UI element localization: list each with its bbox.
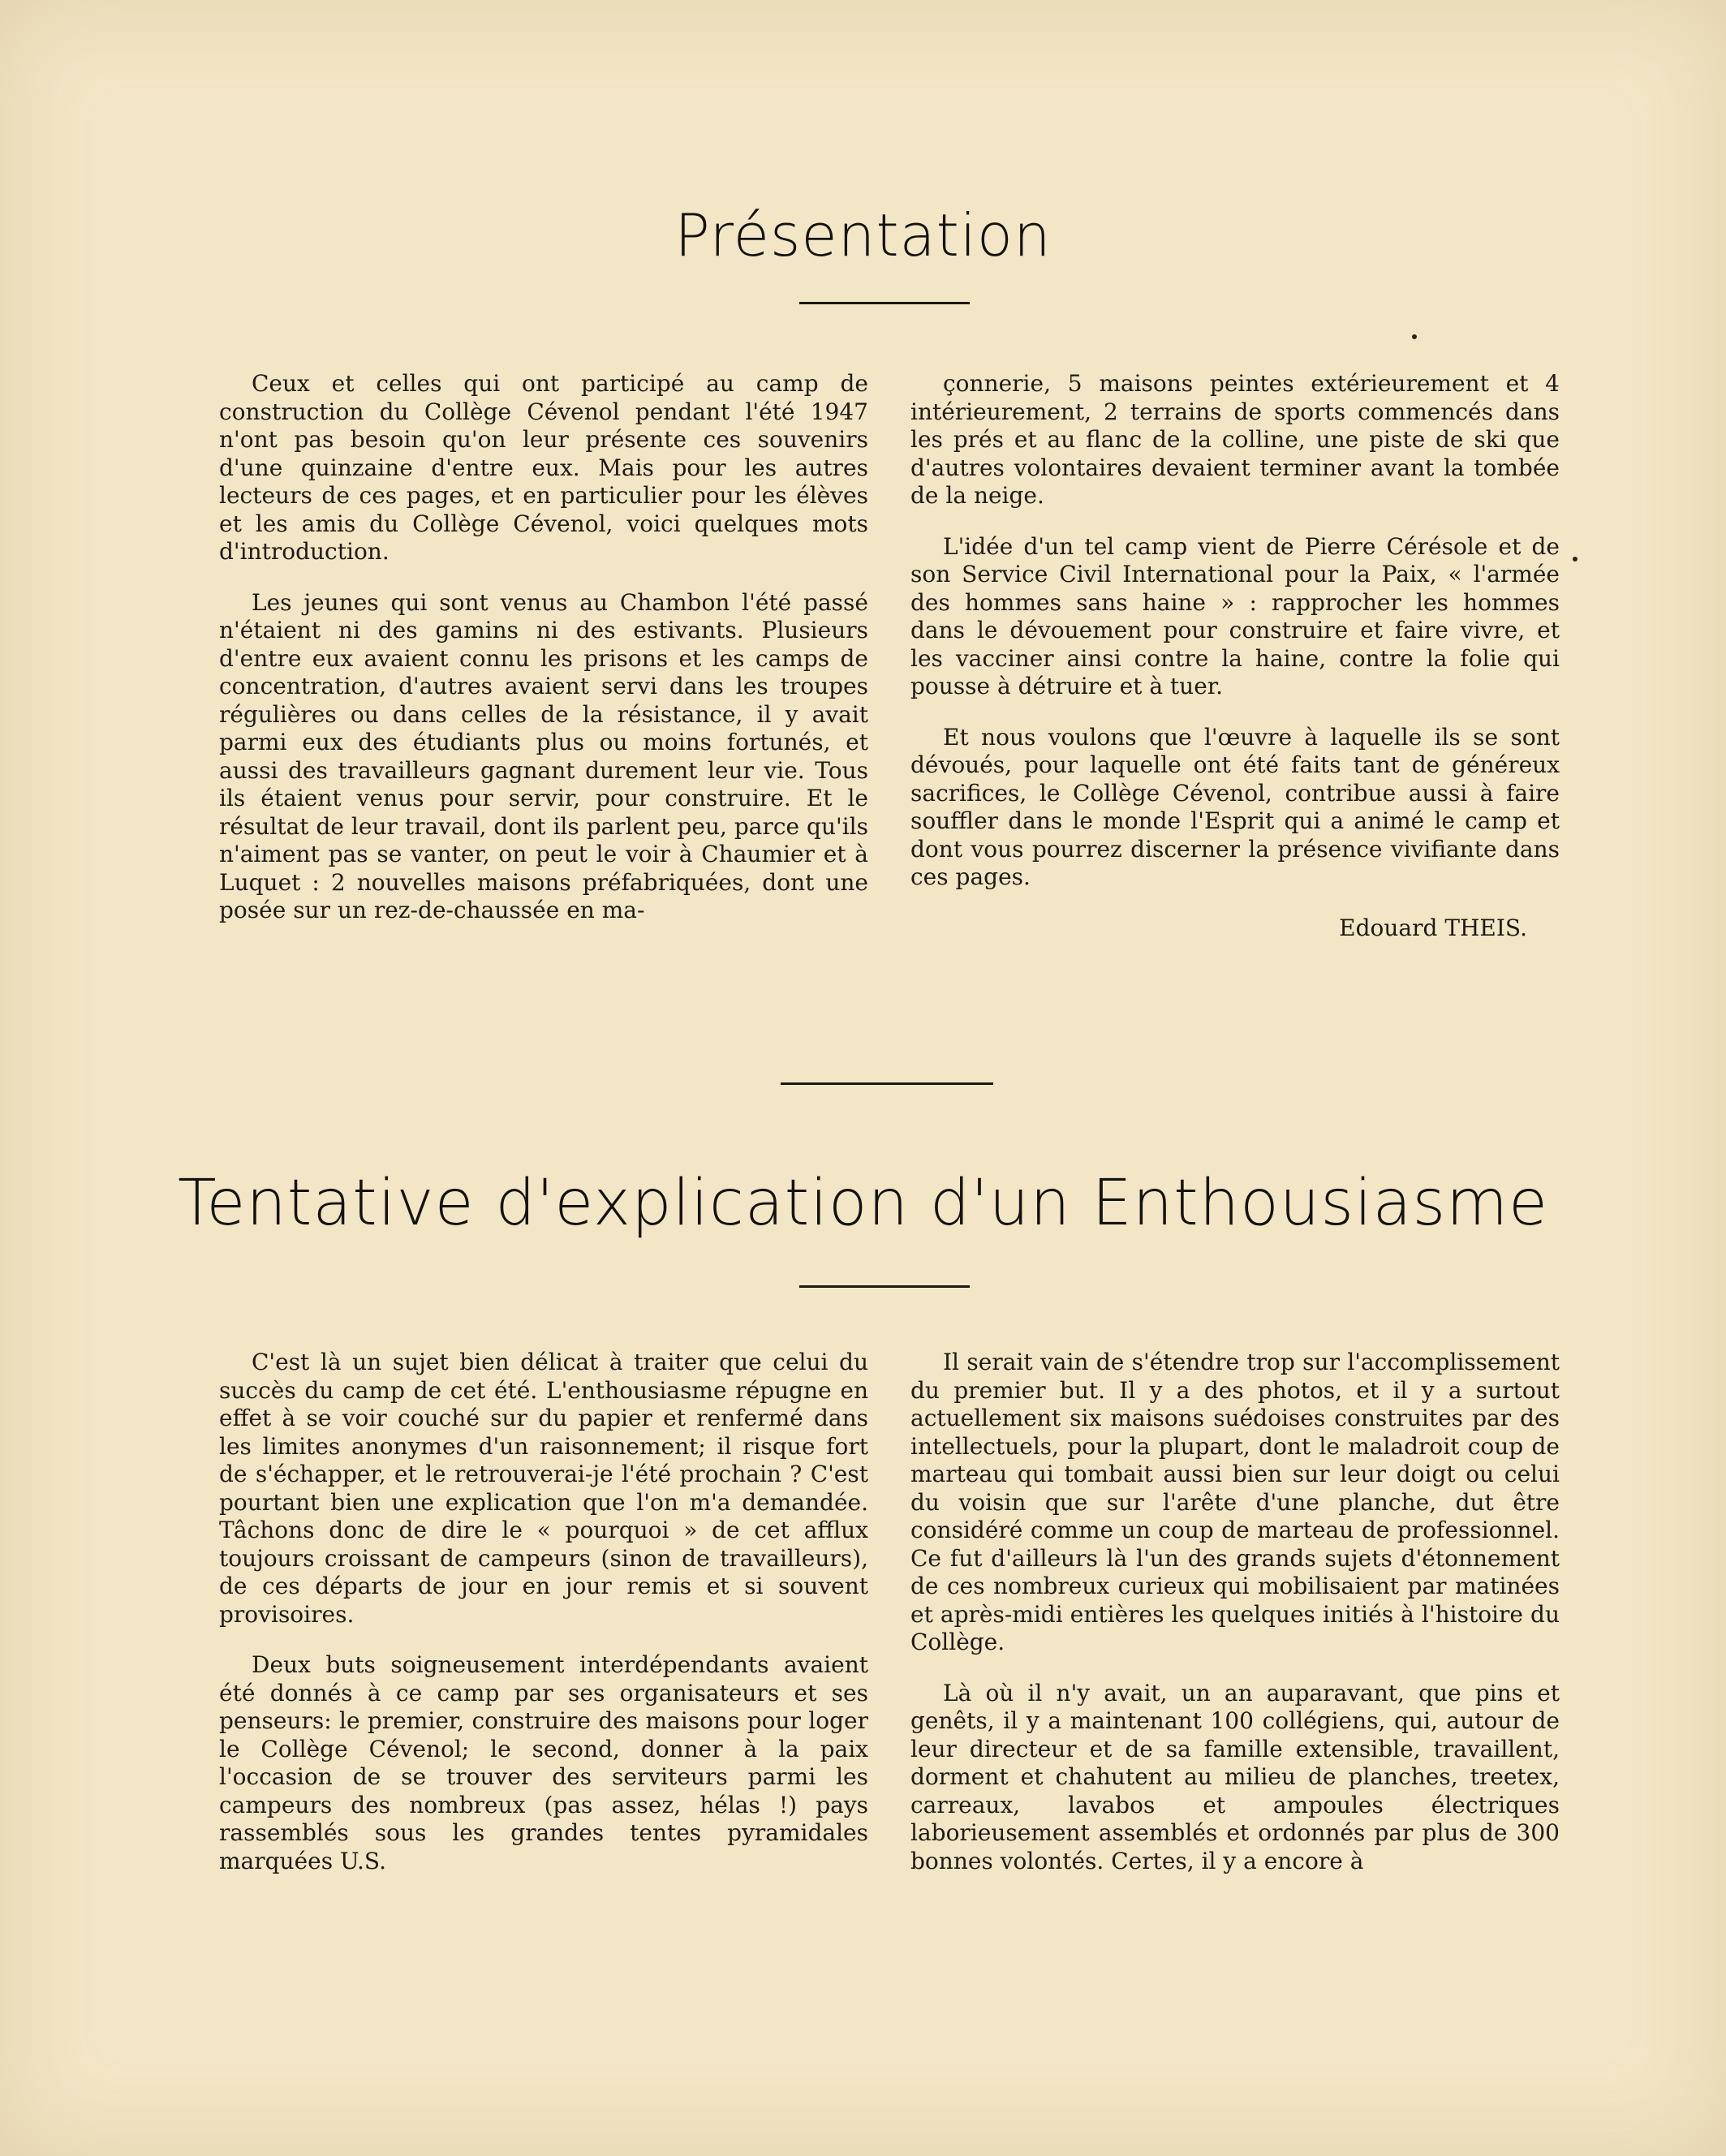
article-left-column	[219, 1349, 868, 1875]
article-title: Tentative d'explication d'un Enthousiasme	[177, 1167, 1549, 1240]
paragraph: Les jeunes qui sont venus au Chambon l'été passé n'étaient ni des gamins ni des estivants. Plusieurs d'entre eux avaient connu les prisons et les camps de concentration, d'autres avaient servi dans les troupes régulières ou dans celles de la résistance, il y avait parmi eux des étudiants plus ou moins fortunés, et aussi des travailleurs gagnant durement leur vie. Tous ils étaient venus pour servir, pour construire. Et le résultat de leur travail, dont ils parlent peu, parce qu'ils n'aiment pas se vanter, on peut le voir à Chaumier et à Luquet : 2 nouvelles maisons préfabriquées, dont une posée sur un rez-de-chaussée en ma-	[219, 588, 868, 923]
ink-speck	[1573, 557, 1578, 562]
presentation-left-column	[219, 370, 868, 925]
paragraph: çonnerie, 5 maisons peintes extérieurement et 4 intérieurement, 2 terrains de sports commencés dans les prés et au flanc de la colline, une piste de ski que d'autres volontaires devaient terminer avant la tombée de la neige.	[910, 370, 1560, 509]
paragraph: C'est là un sujet bien délicat à traiter que celui du succès du camp de cet été. L'enthousiasme répugne en effet à se voir couché sur du papier et renfermé dans les limites anonymes d'un raisonnement; il risque fort de s'échapper, et le retrouverai-je l'été prochain ? C'est pourtant bien une explication que l'on m'a demandée. Tâchons donc de dire le « pourquoi » de cet afflux toujours croissant de campeurs (sinon de travailleurs), de ces départs de jour en jour remis et si souvent provisoires.	[219, 1349, 868, 1628]
presentation-title: Présentation	[674, 201, 1052, 269]
section-divider	[781, 1082, 993, 1085]
ink-speck	[1412, 334, 1417, 339]
paragraph: Il serait vain de s'étendre trop sur l'accomplissement du premier but. Il y a des photos, et il y a surtout actuellement six maisons suédoises construites par des intellectuels, pour la plupart, dont le maladroit coup de marteau qui tombait aussi bien sur leur doigt ou celui du voisin que sur l'arête d'une planche, dut être considéré comme un coup de marteau de professionnel. Ce fut d'ailleurs là l'un des grands sujets d'étonnement de ces nombreux curieux qui mobilisaient par matinées et après-midi entières les quelques initiés à l'histoire du Collège.	[910, 1349, 1560, 1655]
paragraph: Et nous voulons que l'œuvre à laquelle ils se sont dévoués, pour laquelle ont été faits tant de généreux sacrifices, le Collège Cévenol, contribue aussi à faire souffler dans le monde l'Esprit qui a animé le camp et dont vous pourrez discerner la présence vivifiante dans ces pages.	[910, 723, 1560, 890]
title-underline	[799, 1285, 970, 1288]
paragraph: Ceux et celles qui ont participé au camp de construction du Collège Cévenol pendant l'été 1947 n'ont pas besoin qu'on leur présente ces souvenirs d'une quinzaine d'entre eux. Mais pour les autres lecteurs de ces pages, et en particulier pour les élèves et les amis du Collège Cévenol, voici quelques mots d'introduction.	[219, 370, 868, 565]
paragraph: L'idée d'un tel camp vient de Pierre Cérésole et de son Service Civil International pour la Paix, « l'armée des hommes sans haine » : rapprocher les hommes dans le dévouement pour construire et faire vivre, et les vacciner ainsi contre la haine, contre la folie qui pousse à détruire et à tuer.	[910, 532, 1560, 699]
presentation-right-column	[910, 370, 1560, 942]
paragraph: Là où il n'y avait, un an auparavant, que pins et genêts, il y a maintenant 100 collégiens, qui, autour de leur directeur et de sa famille extensible, travaillent, dorment et chahutent au milieu de planches, treetex, carreaux, lavabos et ampoules électriques laborieusement assemblés et ordonnés par plus de 300 bonnes volontés. Certes, il y a encore à	[910, 1679, 1560, 1874]
title-underline	[799, 302, 970, 304]
signature: Edouard THEIS.	[1339, 914, 1527, 941]
article-right-column	[910, 1349, 1560, 1875]
paragraph: Deux buts soigneusement interdépendants avaient été donnés à ce camp par ses organisateurs et ses penseurs: le premier, construire des maisons pour loger le Collège Cévenol; le second, donner à la paix l'occasion de se trouver des serviteurs parmi les campeurs des nombreux (pas assez, hélas !) pays rassemblés sous les grandes tentes pyramidales marquées U.S.	[219, 1651, 868, 1874]
